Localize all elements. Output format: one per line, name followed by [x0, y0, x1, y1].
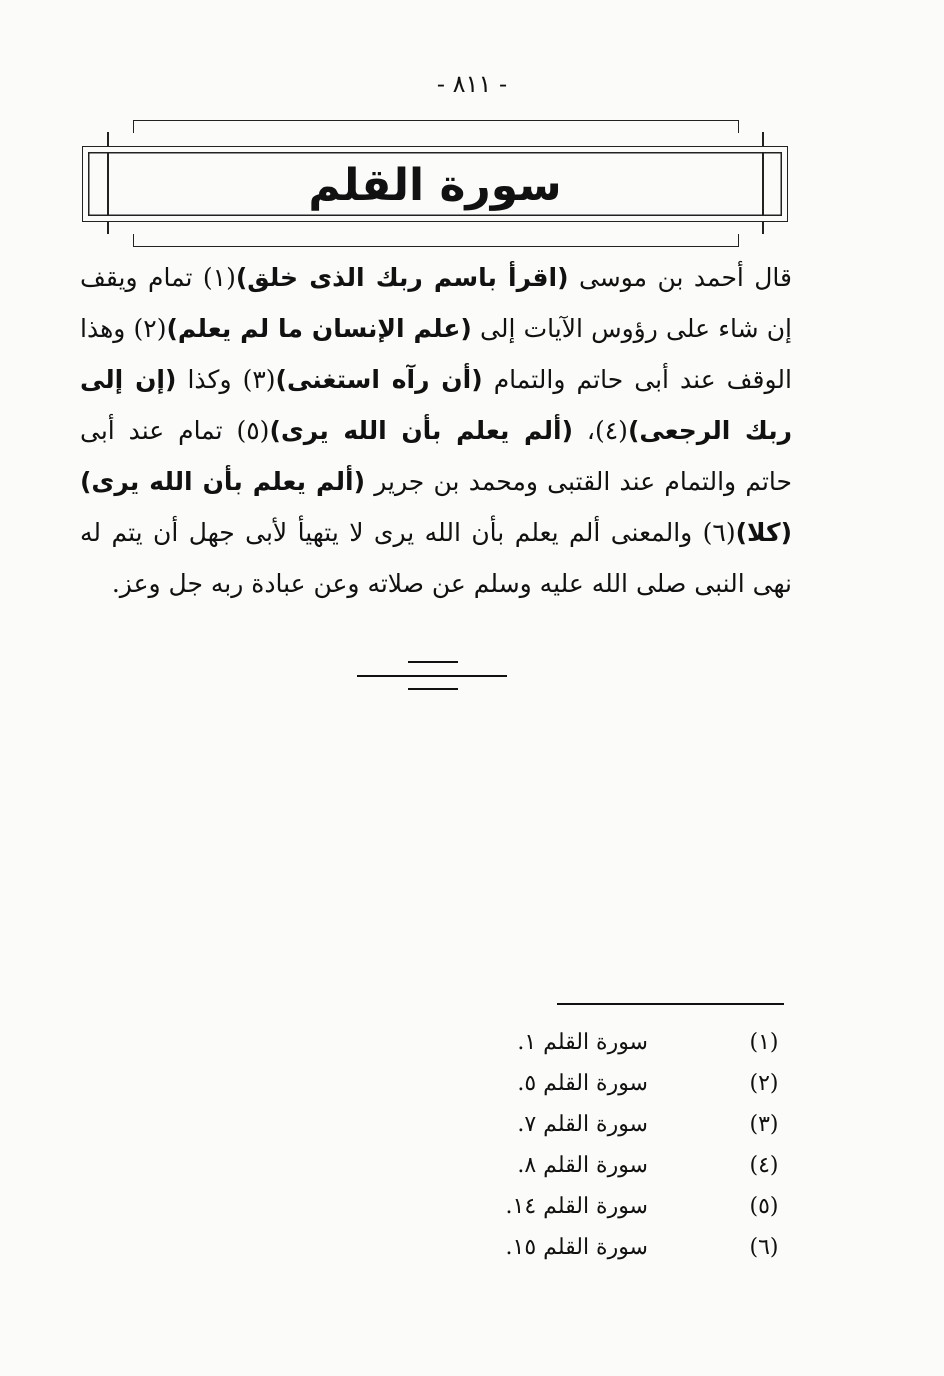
body-text-run: (٦) والمعنى ألم يعلم بأن الله يرى لا يتهيأ لأبى جهل أن يتم له نهى النبى صلى الله عليه وسلم عن صلاته وعن عبادة ربه جل وعز.	[80, 518, 792, 598]
body-text-run: (١) تمام ويقف إن شاء على رؤوس الآيات إلى	[80, 263, 792, 343]
quranic-verse: (أن رآه استغنى)	[275, 365, 483, 394]
footnote-item	[470, 1022, 790, 1063]
quranic-verse: (علم الإنسان ما لم يعلم)	[166, 314, 472, 343]
footnote-item	[470, 1227, 790, 1268]
footnote-reference: سورة القلم ٨.	[517, 1153, 648, 1178]
footnote-item	[470, 1063, 790, 1104]
footnote-number: (١)	[749, 1030, 779, 1055]
footnote-reference: سورة القلم ١٤.	[505, 1194, 648, 1219]
footnote-number: (٦)	[749, 1235, 779, 1260]
quranic-verse: (إن إلى ربك الرجعى)	[80, 365, 792, 445]
title-frame-top	[133, 120, 739, 133]
footnote-reference: سورة القلم ١٥.	[505, 1235, 648, 1260]
footnote-item	[470, 1145, 790, 1186]
body-text-run: (٣) وكذا	[176, 365, 276, 394]
footnote-number: (٣)	[749, 1112, 779, 1137]
page-number: - ٨١١ -	[436, 70, 508, 98]
footnote-rule	[557, 1003, 784, 1005]
body-text-run: (٤)،	[573, 416, 628, 445]
section-divider	[408, 661, 458, 663]
quranic-verse: (ألم يعلم بأن الله يرى)	[269, 416, 574, 445]
footnote-number: (٤)	[749, 1153, 779, 1178]
title-frame-bottom	[133, 234, 739, 247]
surah-title: سورة القلم	[308, 159, 562, 211]
body-text-run: (٢) وهذا الوقف عند أبى حاتم والتمام	[80, 314, 792, 394]
footnote-reference: سورة القلم ٧.	[517, 1112, 648, 1137]
footnote-item	[470, 1104, 790, 1145]
quranic-verse: (كلا)	[735, 518, 792, 547]
quranic-verse: (اقرأ باسم ربك الذى خلق)	[235, 263, 569, 292]
footnote-reference: سورة القلم ١.	[517, 1030, 648, 1055]
quranic-verse: (ألم يعلم بأن الله يرى)	[80, 467, 366, 496]
body-paragraph	[80, 252, 792, 609]
footnote-number: (٢)	[749, 1071, 779, 1096]
body-text-run: قال أحمد بن موسى	[568, 263, 792, 292]
section-divider	[408, 688, 458, 690]
footnote-reference: سورة القلم ٥.	[517, 1071, 648, 1096]
footnote-item	[470, 1186, 790, 1227]
footnotes-list	[470, 1022, 790, 1268]
section-divider	[357, 675, 507, 677]
body-text-run: (٥) تمام عند أبى حاتم والتمام عند القتبى ومحمد بن جرير	[80, 416, 792, 496]
footnote-number: (٥)	[749, 1194, 779, 1219]
